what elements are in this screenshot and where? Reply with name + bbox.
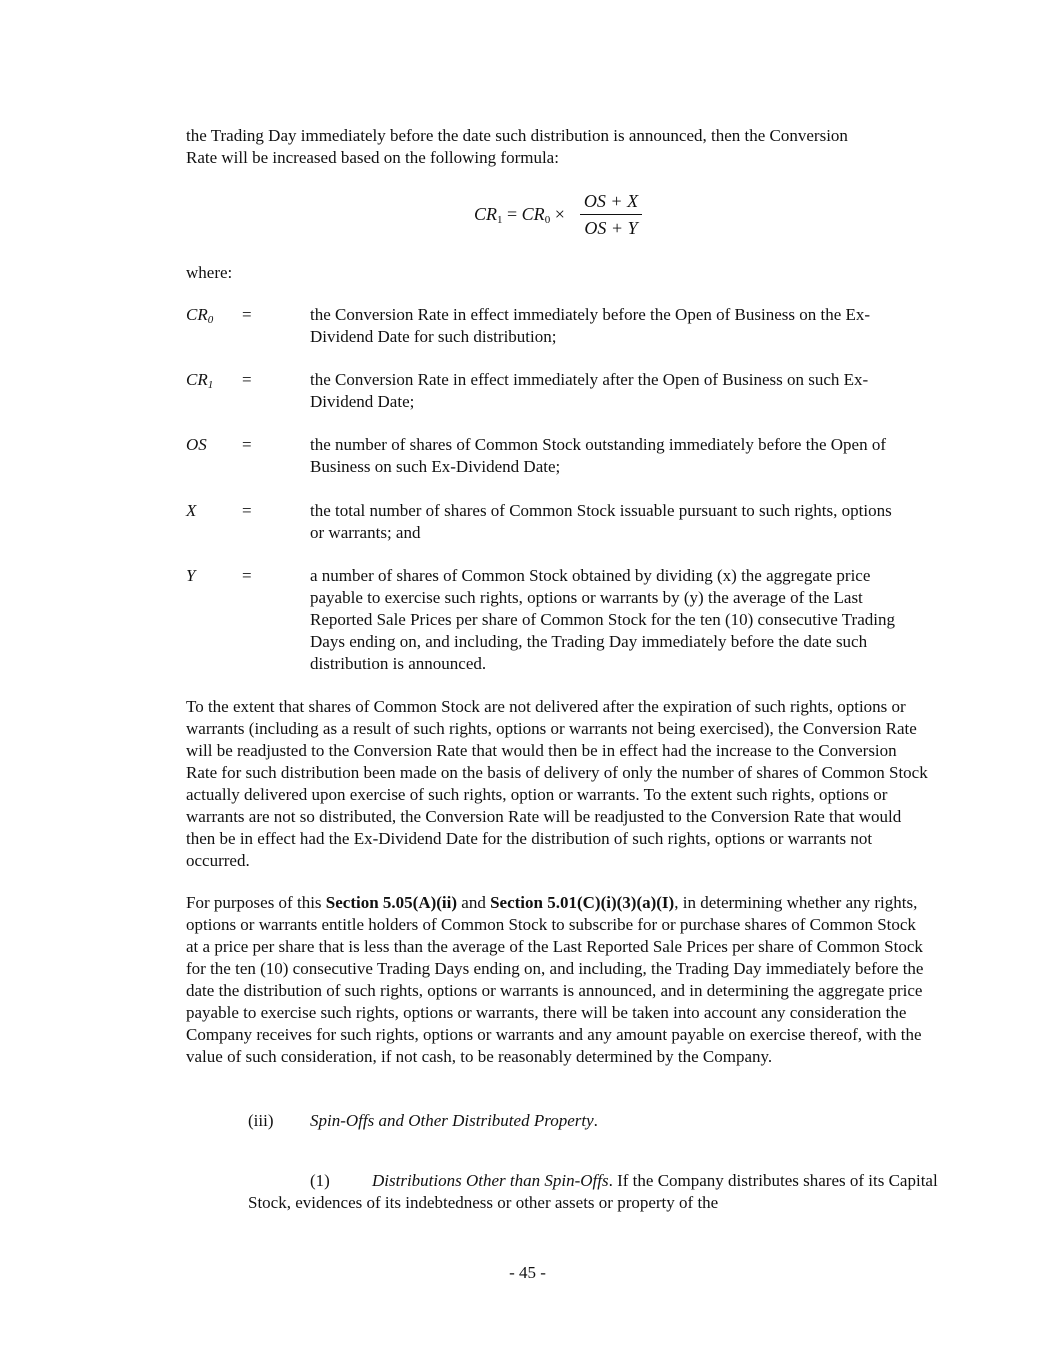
purposes-paragraph: For purposes of this Section 5.05(A)(ii) and Section 5.01(C)(i)(3)(a)(I), in determining whether any rights, options or warrants entitle holders of Common Stock to subscribe for or purchase shares of Common Stock at a price per share that is less than the average of the Last Reported Sale Prices per share of Common Stock for the ten (10) consecutive Trading Days ending on, and including, the Trading Day immediately before the date the distribution of such rights, options or warrants is announced, and in determining the aggregate price payable to exercise such rights, options or warrants, there will be taken into account any consideration the Company receives for such rights, options or warrants and any amount payable on exercise thereof, with the value of such consideration, if not cash, to be reasonably determined by the Company.	[186, 893, 924, 1066]
formula-cr0: CR	[521, 204, 545, 224]
where-label: where:	[186, 263, 233, 282]
formula-cr0-sub: 0	[544, 214, 551, 226]
definition-equals: =	[242, 305, 252, 324]
formula-cr1-sub: 1	[497, 214, 503, 226]
fraction-bar	[580, 214, 642, 215]
subsection-1-paragraph	[248, 1170, 938, 1214]
definition-text: a number of shares of Common Stock obtained by dividing (x) the aggregate price payable to exercise such rights, options or warrants by (y) the average of the Last Reported Sale Prices per share of Common Stock for the ten (10) consecutive Trading Days ending on, and including, the Trading Day immediately before the date such distribution is announced.	[310, 566, 895, 673]
section-reference-5-05: Section 5.05(A)(ii)	[325, 893, 458, 912]
definition-equals: =	[242, 501, 252, 520]
definition-symbol: X	[186, 501, 197, 520]
conversion-formula	[474, 190, 654, 240]
formula-lhs	[474, 203, 565, 231]
subsection-1-number: (1)	[310, 1171, 330, 1190]
definition-equals: =	[242, 435, 252, 454]
formula-numerator: OS + X	[583, 191, 639, 211]
subsection-1-text: . If the Company distributes shares of its Capital Stock, evidences of its indebtedness or other assets or property of the	[248, 1171, 938, 1212]
readjustment-paragraph: To the extent that shares of Common Stock are not delivered after the expiration of such rights, options or warrants (including as a result of such rights, options or warrants not being exercised), the Conversion Rate will be readjusted to the Conversion Rate that would then be in effect had the increase to the Conversion Rate for such distribution been made on the basis of delivery of only the number of shares of Common Stock actually delivered upon exercise of such rights, option or warrants. To the extent such rights, options or warrants are not so distributed, the Conversion Rate will be readjusted to the Conversion Rate that would then be in effect had the Ex-Dividend Date for the distribution of such rights, options or warrants not occurred.	[186, 697, 928, 870]
subsection-1-title: Distributions Other than Spin-Offs	[372, 1171, 609, 1190]
definition-text: the total number of shares of Common Stock issuable pursuant to such rights, options or warrants; and	[310, 501, 892, 542]
definition-symbol: $CR_0$	[186, 305, 214, 326]
intro-paragraph	[186, 125, 931, 169]
definition-text: the Conversion Rate in effect immediately before the Open of Business on the Ex-Dividend Date for such distribution;	[310, 305, 871, 346]
formula-denominator: OS + Y	[584, 218, 638, 238]
formula-equals: =	[502, 204, 522, 224]
definition-equals: =	[242, 370, 252, 389]
definition-text: the number of shares of Common Stock outstanding immediately before the Open of Business on such Ex-Dividend Date;	[310, 435, 886, 476]
definition-symbol: OS	[186, 435, 207, 454]
page-number: - 45 -	[509, 1263, 546, 1282]
formula-cr1: CR	[474, 204, 498, 224]
definition-equals: =	[242, 566, 252, 585]
intro-line-1: the Trading Day immediately before the date such distribution is announced, then the Conversion	[186, 126, 848, 145]
definition-text: the Conversion Rate in effect immediately after the Open of Business on such Ex-Dividend Date;	[310, 370, 869, 411]
definition-symbol: $CR_1$	[186, 370, 214, 391]
section-iii-number: (iii)	[248, 1111, 274, 1130]
section-reference-5-01: Section 5.01(C)(i)(3)(a)(I)	[490, 893, 675, 912]
section-iii-title: Spin-Offs and Other Distributed Property.	[310, 1111, 598, 1130]
formula-fraction	[580, 190, 642, 239]
intro-line-2: Rate will be increased based on the following formula:	[186, 148, 559, 167]
formula-times: ×	[550, 204, 565, 224]
definition-symbol: Y	[186, 566, 196, 585]
